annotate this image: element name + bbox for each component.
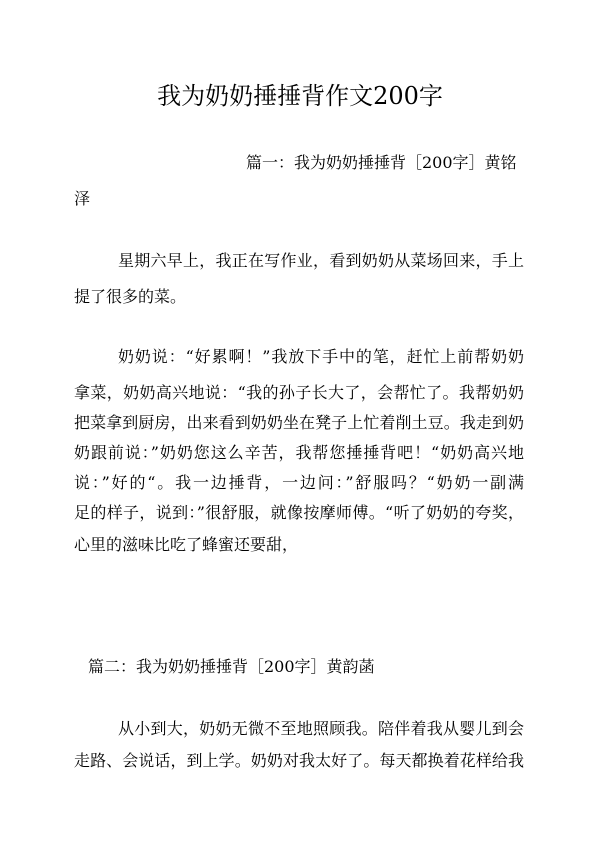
section2-p1-line: 从小到大，奶奶无微不至地照顾我。陪伴着我从婴儿到会 (118, 719, 524, 738)
section1-p2-line: 说：”好的“。我一边捶背，一边问：”舒服吗？“奶奶一副满 (74, 473, 524, 492)
section1-heading-continuation: 泽 (74, 189, 91, 208)
section1-p2-line: 足的样子，说到：”很舒服，就像按摩师傅。“听了奶奶的夸奖， (74, 503, 524, 522)
section1-p2-line: 奶奶说：“好累啊！”我放下手中的笔，赶忙上前帮奶奶 (118, 347, 524, 366)
section2-p1-line: 走路、会说话，到上学。奶奶对我太好了。每天都换着花样给我 (74, 751, 524, 770)
section1-p1-line: 星期六早上，我正在写作业，看到奶奶从菜场回来，手上 (118, 251, 524, 270)
section1-p2-line: 拿菜，奶奶高兴地说：“我的孙子长大了，会帮忙了。我帮奶奶 (74, 383, 524, 402)
section1-p2-line: 奶跟前说：”奶奶您这么辛苦，我帮您捶捶背吧！“奶奶高兴地 (74, 443, 524, 462)
section2-heading: 篇二：我为奶奶捶捶背［200字］黄韵菡 (88, 657, 375, 676)
section1-heading: 篇一：我为奶奶捶捶背［200字］黄铭 (246, 153, 517, 172)
section1-p2-line: 把菜拿到厨房，出来看到奶奶坐在凳子上忙着削土豆。我走到奶 (74, 413, 524, 432)
document-title: 我为奶奶捶捶背作文200字 (157, 82, 443, 110)
section1-p1-line: 提了很多的菜。 (74, 287, 187, 306)
section1-p2-line: 心里的滋味比吃了蜂蜜还要甜， (74, 535, 299, 554)
